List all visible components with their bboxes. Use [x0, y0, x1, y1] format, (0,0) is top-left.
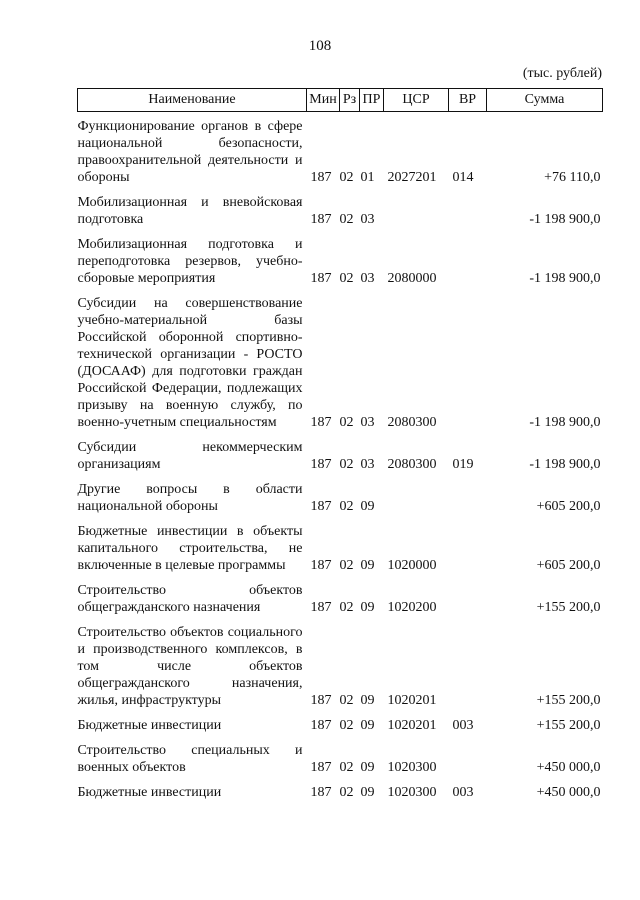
unit-note: (тыс. рублей): [522, 66, 602, 81]
cell-vr: 003: [452, 718, 474, 733]
cell-rz: 02: [339, 271, 354, 286]
cell-name: Субсидии некоммерческим организациям: [77, 440, 303, 472]
header-csr: ЦСР: [384, 89, 449, 112]
cell-min: 187: [310, 499, 332, 514]
cell-vr: [449, 517, 487, 576]
cell-rz: 02: [339, 693, 354, 708]
cell-rz: 02: [339, 718, 354, 733]
cell-csr: 1020201: [387, 693, 437, 708]
cell-vr: [449, 736, 487, 778]
cell-sum: +155 200,0: [536, 600, 601, 615]
cell-csr: 2080300: [387, 457, 437, 472]
cell-vr: 019: [452, 457, 474, 472]
cell-sum: -1 198 900,0: [529, 457, 601, 472]
cell-sum: -1 198 900,0: [529, 212, 601, 227]
cell-name: Строительство объектов общегражданского назначения: [77, 583, 303, 615]
cell-min: 187: [310, 271, 332, 286]
cell-rz: 02: [339, 170, 354, 185]
table-row: [78, 517, 603, 576]
cell-csr: 1020201: [387, 718, 437, 733]
header-sum: Сумма: [487, 89, 603, 112]
table-row: [78, 289, 603, 433]
cell-name: Строительство объектов социального и производственного комплексов, в том числе объектов общегражданского назначения, жилья, инфраструктуры: [77, 625, 303, 708]
cell-name: Бюджетные инвестиции: [77, 718, 222, 733]
cell-sum: +450 000,0: [536, 785, 601, 800]
cell-sum: +155 200,0: [536, 693, 601, 708]
cell-name: Строительство специальных и военных объектов: [77, 743, 303, 775]
page-number: 108: [308, 38, 332, 54]
cell-vr: [449, 188, 487, 230]
cell-pr: 09: [360, 499, 375, 514]
cell-sum: +605 200,0: [536, 499, 601, 514]
cell-rz: 02: [339, 760, 354, 775]
table-row: [78, 576, 603, 618]
cell-min: 187: [310, 760, 332, 775]
cell-min: 187: [310, 558, 332, 573]
cell-csr: 2080300: [387, 415, 437, 430]
cell-pr: 09: [360, 558, 375, 573]
cell-pr: 03: [360, 212, 375, 227]
cell-vr: 014: [452, 170, 474, 185]
table-row: [78, 736, 603, 778]
cell-pr: 01: [360, 170, 375, 185]
cell-csr: [384, 188, 449, 230]
cell-pr: 03: [360, 415, 375, 430]
cell-min: 187: [310, 212, 332, 227]
cell-name: Функционирование органов в сфере национальной безопасности, правоохранительной деятельности и обороны: [77, 119, 303, 185]
header-name: Наименование: [78, 89, 307, 112]
budget-table: [77, 88, 603, 803]
cell-vr: 003: [452, 785, 474, 800]
cell-pr: 09: [360, 785, 375, 800]
cell-csr: [384, 475, 449, 517]
cell-rz: 02: [339, 558, 354, 573]
table-row: [78, 188, 603, 230]
header-pr: ПР: [360, 89, 384, 112]
table-row: [78, 618, 603, 711]
cell-min: 187: [310, 785, 332, 800]
cell-pr: 09: [360, 693, 375, 708]
table-row: [78, 475, 603, 517]
cell-rz: 02: [339, 600, 354, 615]
table-row: [78, 433, 603, 475]
cell-min: 187: [310, 170, 332, 185]
cell-csr: 2027201: [387, 170, 437, 185]
header-min: Мин: [307, 89, 340, 112]
table-row: [78, 778, 603, 803]
table-row: [78, 711, 603, 736]
cell-rz: 02: [339, 785, 354, 800]
cell-rz: 02: [339, 212, 354, 227]
cell-rz: 02: [339, 499, 354, 514]
cell-sum: +76 110,0: [544, 170, 601, 185]
cell-pr: 03: [360, 271, 375, 286]
cell-csr: 1020200: [387, 600, 437, 615]
cell-min: 187: [310, 457, 332, 472]
cell-sum: -1 198 900,0: [529, 415, 601, 430]
header-vr: ВР: [449, 89, 487, 112]
cell-vr: [449, 230, 487, 289]
cell-pr: 09: [360, 600, 375, 615]
table-header: [78, 89, 603, 112]
cell-name: Бюджетные инвестиции в объекты капитального строительства, не включенные в целевые программы: [77, 524, 303, 573]
table-body: [78, 112, 603, 804]
cell-vr: [449, 289, 487, 433]
cell-sum: +155 200,0: [536, 718, 601, 733]
cell-rz: 02: [339, 415, 354, 430]
cell-sum: +605 200,0: [536, 558, 601, 573]
cell-name: Другие вопросы в области национальной обороны: [77, 482, 303, 514]
cell-name: Субсидии на совершенствование учебно-материальной базы Российской оборонной спортивно-технической организации - РОСТО (ДОСААФ) для подготовки граждан Российской Федерации, подлежащих призыву на военную службу, по военно-учетным специальностям: [77, 296, 303, 430]
cell-min: 187: [310, 600, 332, 615]
cell-name: Мобилизационная подготовка и переподготовка резервов, учебно-сборовые мероприятия: [77, 237, 303, 286]
cell-min: 187: [310, 415, 332, 430]
cell-rz: 02: [339, 457, 354, 472]
cell-csr: 1020000: [387, 558, 437, 573]
cell-vr: [449, 618, 487, 711]
cell-pr: 09: [360, 718, 375, 733]
cell-sum: +450 000,0: [536, 760, 601, 775]
cell-name: Бюджетные инвестиции: [77, 785, 222, 800]
cell-name: Мобилизационная и вневойсковая подготовка: [77, 195, 303, 227]
cell-pr: 03: [360, 457, 375, 472]
cell-csr: 1020300: [387, 760, 437, 775]
cell-sum: -1 198 900,0: [529, 271, 601, 286]
cell-pr: 09: [360, 760, 375, 775]
header-rz: Рз: [340, 89, 360, 112]
cell-vr: [449, 475, 487, 517]
table-row: [78, 112, 603, 189]
cell-min: 187: [310, 693, 332, 708]
table-row: [78, 230, 603, 289]
cell-vr: [449, 576, 487, 618]
cell-csr: 1020300: [387, 785, 437, 800]
cell-csr: 2080000: [387, 271, 437, 286]
cell-min: 187: [310, 718, 332, 733]
